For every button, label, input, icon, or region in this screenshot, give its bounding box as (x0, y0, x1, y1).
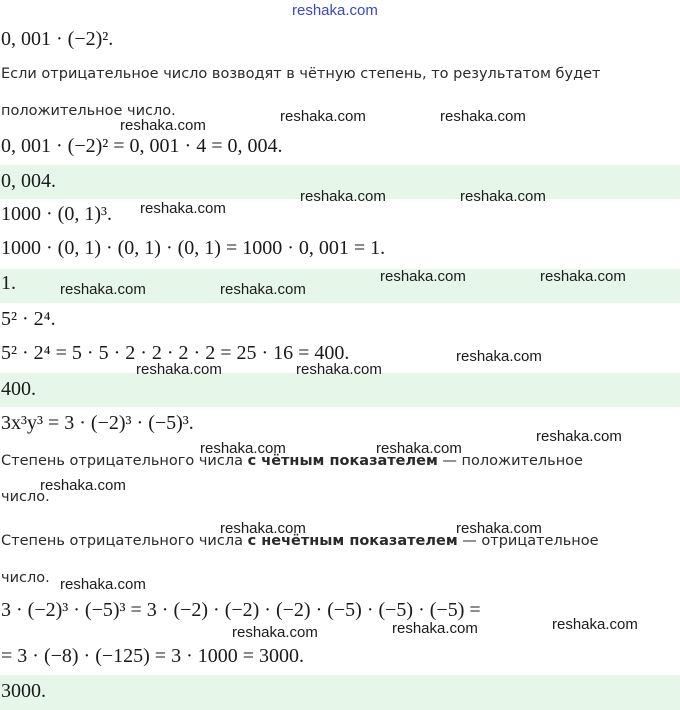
watermark: reshaka.com (536, 428, 622, 445)
watermark: reshaka.com (456, 348, 542, 365)
watermark: reshaka.com (296, 361, 382, 378)
task3-expression: 5² · 2⁴. (1, 308, 56, 330)
watermark: reshaka.com (460, 188, 546, 205)
watermark: reshaka.com (440, 108, 526, 125)
task1-expression: 0, 001 · (−2)². (1, 28, 114, 50)
task4-calculation-1: 3 · (−2)³ · (−5)³ = 3 · (−2) · (−2) · (−2) · (−5) · (−5) · (−5) = (1, 599, 481, 621)
task1-calculation: 0, 001 · (−2)² = 0, 001 · 4 = 0, 004. (1, 135, 283, 157)
task4-answer: 3000. (1, 680, 46, 702)
watermark: reshaka.com (232, 624, 318, 641)
watermark: reshaka.com (376, 440, 462, 457)
rule-even-exponent: Степень отрицательного числа с чётным показателем — положительное (1, 453, 583, 469)
rule-even-text: Если отрицательное число возводят в чётную степень, то результатом будет (1, 66, 601, 82)
task4-answer-box (0, 675, 680, 710)
watermark: reshaka.com (380, 268, 466, 285)
watermark-top: reshaka.com (292, 2, 378, 19)
rule-odd-exponent: Степень отрицательного числа с нечётным показателем — отрицательное (1, 533, 599, 549)
task3-calculation: 5² · 2⁴ = 5 · 5 · 2 · 2 · 2 · 2 = 25 · 16 = 400. (1, 342, 350, 364)
watermark: reshaka.com (40, 477, 126, 494)
watermark: reshaka.com (280, 108, 366, 125)
task1-answer: 0, 004. (1, 170, 56, 192)
watermark: reshaka.com (456, 520, 542, 537)
watermark: reshaka.com (60, 576, 146, 593)
watermark: reshaka.com (60, 281, 146, 298)
watermark: reshaka.com (220, 281, 306, 298)
watermark: reshaka.com (136, 361, 222, 378)
task3-answer: 400. (1, 378, 36, 400)
watermark: reshaka.com (552, 616, 638, 633)
rule-even-text-cont: положительное число. (1, 103, 176, 119)
watermark: reshaka.com (120, 117, 206, 134)
task4-calculation-2: = 3 · (−8) · (−125) = 3 · 1000 = 3000. (1, 645, 305, 667)
task3-answer-box (0, 373, 680, 407)
watermark: reshaka.com (200, 440, 286, 457)
task2-answer: 1. (1, 272, 16, 294)
rule-even-exponent-cont: число. (1, 489, 50, 505)
rule-odd-exponent-cont: число. (1, 570, 50, 586)
watermark: reshaka.com (392, 620, 478, 637)
watermark: reshaka.com (140, 200, 226, 217)
watermark: reshaka.com (220, 520, 306, 537)
task2-expression: 1000 · (0, 1)³. (1, 203, 112, 225)
watermark: reshaka.com (300, 188, 386, 205)
task2-calculation: 1000 · (0, 1) · (0, 1) · (0, 1) = 1000 · 0, 001 = 1. (1, 237, 386, 259)
task4-expression: 3x³y³ = 3 · (−2)³ · (−5)³. (1, 412, 194, 434)
watermark: reshaka.com (540, 268, 626, 285)
